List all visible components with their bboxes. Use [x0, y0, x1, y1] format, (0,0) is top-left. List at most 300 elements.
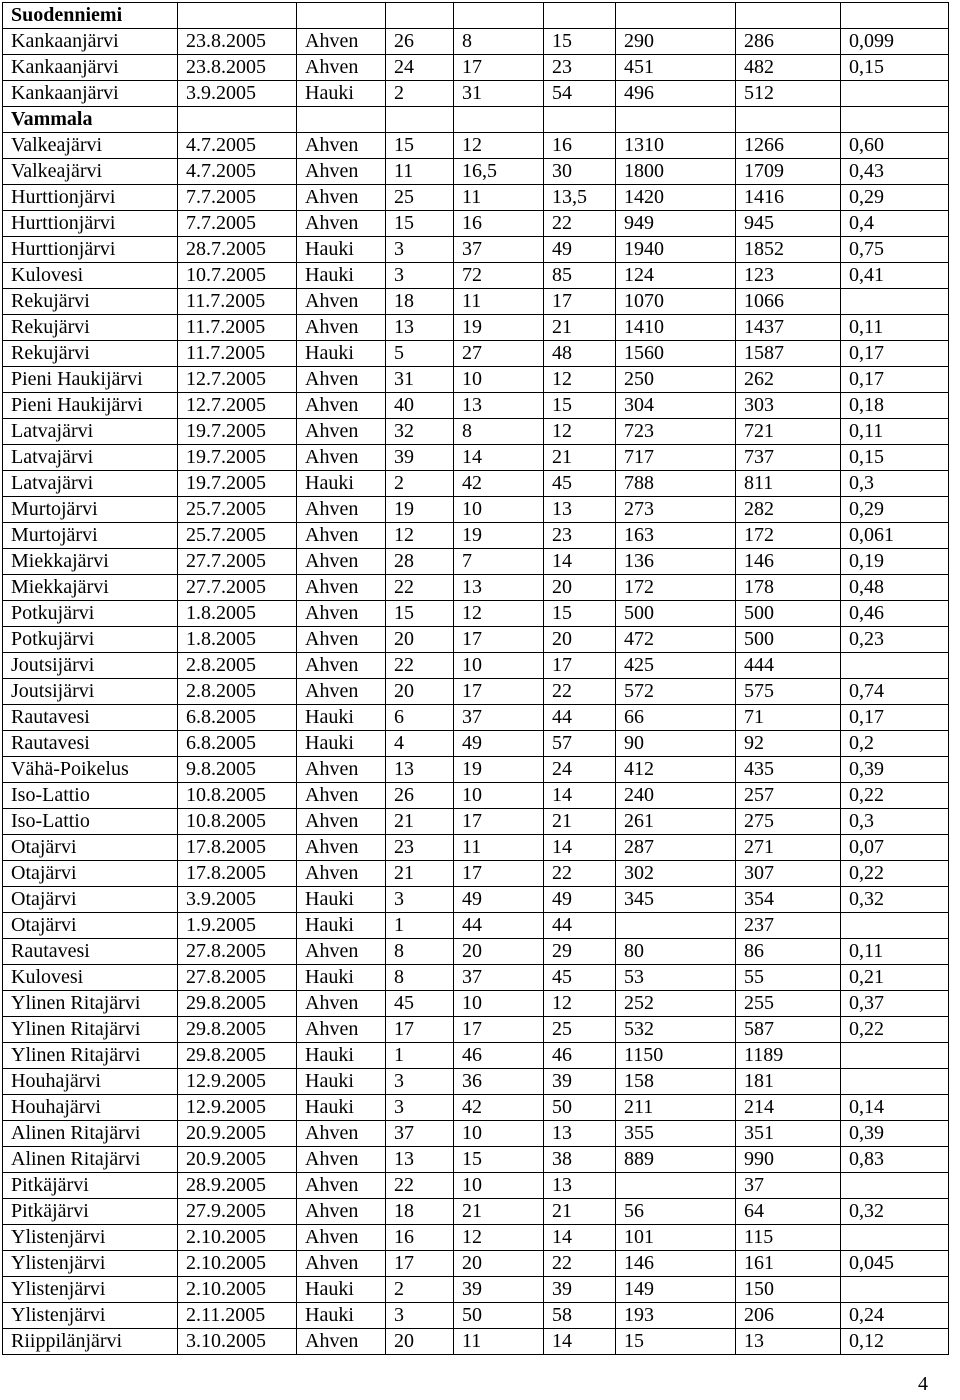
cell-lake: Kankaanjärvi: [3, 55, 178, 81]
cell-count: 20: [386, 627, 454, 653]
cell-col-8: 181: [736, 1069, 841, 1095]
cell-col-9: 0,11: [841, 315, 949, 341]
cell-max-length: 44: [544, 913, 616, 939]
cell-col-7: 496: [616, 81, 736, 107]
cell-species: Ahven: [297, 211, 386, 237]
cell-count: 23: [386, 835, 454, 861]
table-row: [3, 81, 949, 107]
cell-date: 28.9.2005: [178, 1173, 297, 1199]
cell-date: 10.7.2005: [178, 263, 297, 289]
cell-date: 19.7.2005: [178, 471, 297, 497]
cell-col-9: 0,07: [841, 835, 949, 861]
cell-max-length: 30: [544, 159, 616, 185]
cell-date: 29.8.2005: [178, 991, 297, 1017]
cell-max-length: 13: [544, 1121, 616, 1147]
cell-species: Hauki: [297, 237, 386, 263]
cell-col-9: [841, 81, 949, 107]
cell-species: Hauki: [297, 913, 386, 939]
cell-lake: Rautavesi: [3, 939, 178, 965]
cell-date: 23.8.2005: [178, 55, 297, 81]
cell-max-length: 25: [544, 1017, 616, 1043]
cell-count: 15: [386, 211, 454, 237]
cell-count: 25: [386, 185, 454, 211]
cell-col-7: 15: [616, 1329, 736, 1355]
cell-date: 29.8.2005: [178, 1017, 297, 1043]
cell-date: 1.9.2005: [178, 913, 297, 939]
cell-max-length: 21: [544, 445, 616, 471]
cell-species: Ahven: [297, 159, 386, 185]
cell-min-length: 37: [454, 965, 544, 991]
cell-min-length: 10: [454, 1173, 544, 1199]
page-number: 4: [918, 1373, 928, 1395]
cell-col-9: 0,17: [841, 341, 949, 367]
cell-count: 39: [386, 445, 454, 471]
cell-col-7: 193: [616, 1303, 736, 1329]
cell-max-length: 49: [544, 887, 616, 913]
cell-max-length: 22: [544, 211, 616, 237]
table-row: [3, 783, 949, 809]
cell-min-length: 39: [454, 1277, 544, 1303]
cell-min-length: 46: [454, 1043, 544, 1069]
cell-date: 1.8.2005: [178, 627, 297, 653]
cell-col-8: 237: [736, 913, 841, 939]
cell-count: 21: [386, 861, 454, 887]
empty-cell: [454, 107, 544, 133]
cell-count: 28: [386, 549, 454, 575]
cell-col-7: 1310: [616, 133, 736, 159]
cell-date: 9.8.2005: [178, 757, 297, 783]
cell-date: 1.8.2005: [178, 601, 297, 627]
cell-species: Ahven: [297, 601, 386, 627]
cell-species: Ahven: [297, 55, 386, 81]
cell-col-7: 90: [616, 731, 736, 757]
cell-max-length: 14: [544, 549, 616, 575]
cell-max-length: 12: [544, 419, 616, 445]
cell-col-7: 163: [616, 523, 736, 549]
cell-lake: Pieni Haukijärvi: [3, 367, 178, 393]
table-row: [3, 627, 949, 653]
table-row: [3, 705, 949, 731]
cell-lake: Valkeajärvi: [3, 159, 178, 185]
cell-min-length: 19: [454, 315, 544, 341]
cell-min-length: 37: [454, 705, 544, 731]
cell-count: 26: [386, 29, 454, 55]
cell-col-8: 92: [736, 731, 841, 757]
cell-species: Ahven: [297, 1147, 386, 1173]
cell-col-9: 0,83: [841, 1147, 949, 1173]
table-row: [3, 653, 949, 679]
cell-count: 1: [386, 1043, 454, 1069]
table-row: [3, 679, 949, 705]
cell-species: Hauki: [297, 731, 386, 757]
cell-col-8: 64: [736, 1199, 841, 1225]
cell-species: Hauki: [297, 1277, 386, 1303]
cell-date: 2.8.2005: [178, 653, 297, 679]
cell-max-length: 29: [544, 939, 616, 965]
cell-col-8: 146: [736, 549, 841, 575]
cell-col-9: 0,74: [841, 679, 949, 705]
empty-cell: [178, 3, 297, 29]
cell-lake: Iso-Lattio: [3, 809, 178, 835]
cell-col-8: 178: [736, 575, 841, 601]
cell-count: 8: [386, 939, 454, 965]
cell-col-9: [841, 1069, 949, 1095]
cell-count: 2: [386, 81, 454, 107]
cell-date: 29.8.2005: [178, 1043, 297, 1069]
cell-col-9: 0,60: [841, 133, 949, 159]
cell-count: 17: [386, 1251, 454, 1277]
cell-min-length: 8: [454, 419, 544, 445]
cell-count: 5: [386, 341, 454, 367]
cell-min-length: 21: [454, 1199, 544, 1225]
cell-max-length: 14: [544, 1329, 616, 1355]
cell-lake: Pitkäjärvi: [3, 1199, 178, 1225]
cell-lake: Latvajärvi: [3, 419, 178, 445]
cell-col-8: 1189: [736, 1043, 841, 1069]
cell-lake: Otajärvi: [3, 913, 178, 939]
cell-col-7: 500: [616, 601, 736, 627]
cell-col-8: 1852: [736, 237, 841, 263]
cell-max-length: 12: [544, 991, 616, 1017]
cell-lake: Pieni Haukijärvi: [3, 393, 178, 419]
cell-lake: Miekkajärvi: [3, 549, 178, 575]
empty-cell: [736, 3, 841, 29]
cell-col-8: 214: [736, 1095, 841, 1121]
table-row: [3, 367, 949, 393]
cell-lake: Ylinen Ritajärvi: [3, 1017, 178, 1043]
cell-species: Ahven: [297, 1329, 386, 1355]
cell-date: 12.9.2005: [178, 1069, 297, 1095]
table-row: [3, 1147, 949, 1173]
cell-col-7: 211: [616, 1095, 736, 1121]
cell-max-length: 21: [544, 1199, 616, 1225]
cell-lake: Rekujärvi: [3, 341, 178, 367]
cell-lake: Rekujärvi: [3, 315, 178, 341]
table-row: [3, 887, 949, 913]
cell-col-9: 0,045: [841, 1251, 949, 1277]
cell-count: 15: [386, 133, 454, 159]
cell-col-8: 307: [736, 861, 841, 887]
cell-lake: Hurttionjärvi: [3, 211, 178, 237]
cell-col-8: 55: [736, 965, 841, 991]
cell-col-8: 500: [736, 601, 841, 627]
cell-lake: Kankaanjärvi: [3, 29, 178, 55]
cell-lake: Valkeajärvi: [3, 133, 178, 159]
cell-max-length: 13,5: [544, 185, 616, 211]
cell-lake: Hurttionjärvi: [3, 237, 178, 263]
cell-col-9: [841, 653, 949, 679]
cell-max-length: 50: [544, 1095, 616, 1121]
table-row: [3, 1173, 949, 1199]
cell-lake: Murtojärvi: [3, 497, 178, 523]
cell-species: Hauki: [297, 341, 386, 367]
cell-col-8: 37: [736, 1173, 841, 1199]
cell-min-length: 37: [454, 237, 544, 263]
cell-col-9: 0,46: [841, 601, 949, 627]
cell-min-length: 49: [454, 887, 544, 913]
cell-lake: Houhajärvi: [3, 1095, 178, 1121]
cell-species: Ahven: [297, 861, 386, 887]
cell-col-7: 290: [616, 29, 736, 55]
cell-date: 2.11.2005: [178, 1303, 297, 1329]
cell-min-length: 11: [454, 289, 544, 315]
cell-min-length: 14: [454, 445, 544, 471]
empty-cell: [544, 107, 616, 133]
cell-lake: Kankaanjärvi: [3, 81, 178, 107]
cell-date: 3.9.2005: [178, 887, 297, 913]
cell-min-length: 12: [454, 133, 544, 159]
cell-min-length: 10: [454, 1121, 544, 1147]
cell-col-8: 275: [736, 809, 841, 835]
cell-max-length: 45: [544, 965, 616, 991]
cell-count: 37: [386, 1121, 454, 1147]
cell-lake: Otajärvi: [3, 835, 178, 861]
cell-species: Hauki: [297, 81, 386, 107]
cell-lake: Alinen Ritajärvi: [3, 1121, 178, 1147]
cell-lake: Joutsijärvi: [3, 653, 178, 679]
cell-max-length: 44: [544, 705, 616, 731]
cell-col-7: 101: [616, 1225, 736, 1251]
cell-species: Ahven: [297, 393, 386, 419]
cell-col-7: 252: [616, 991, 736, 1017]
table-row: [3, 445, 949, 471]
cell-min-length: 15: [454, 1147, 544, 1173]
cell-col-8: 257: [736, 783, 841, 809]
cell-col-9: 0,29: [841, 497, 949, 523]
cell-count: 20: [386, 1329, 454, 1355]
cell-max-length: 23: [544, 55, 616, 81]
cell-species: Ahven: [297, 185, 386, 211]
cell-date: 17.8.2005: [178, 835, 297, 861]
cell-min-length: 10: [454, 653, 544, 679]
cell-species: Ahven: [297, 549, 386, 575]
cell-lake: Kulovesi: [3, 965, 178, 991]
cell-col-7: 451: [616, 55, 736, 81]
cell-col-9: 0,22: [841, 1017, 949, 1043]
table-row: [3, 1199, 949, 1225]
cell-date: 7.7.2005: [178, 185, 297, 211]
cell-count: 6: [386, 705, 454, 731]
cell-count: 18: [386, 289, 454, 315]
cell-min-length: 16,5: [454, 159, 544, 185]
cell-col-9: 0,061: [841, 523, 949, 549]
cell-count: 3: [386, 1303, 454, 1329]
cell-species: Hauki: [297, 887, 386, 913]
cell-col-7: 1070: [616, 289, 736, 315]
cell-col-7: 472: [616, 627, 736, 653]
cell-species: Ahven: [297, 1225, 386, 1251]
cell-count: 22: [386, 1173, 454, 1199]
table-row: [3, 1225, 949, 1251]
cell-count: 3: [386, 263, 454, 289]
cell-max-length: 46: [544, 1043, 616, 1069]
cell-max-length: 54: [544, 81, 616, 107]
cell-lake: Miekkajärvi: [3, 575, 178, 601]
cell-lake: Rekujärvi: [3, 289, 178, 315]
cell-species: Ahven: [297, 445, 386, 471]
cell-col-7: 788: [616, 471, 736, 497]
cell-col-8: 262: [736, 367, 841, 393]
cell-col-8: 71: [736, 705, 841, 731]
cell-col-9: 0,15: [841, 55, 949, 81]
empty-cell: [297, 3, 386, 29]
cell-lake: Iso-Lattio: [3, 783, 178, 809]
cell-count: 4: [386, 731, 454, 757]
section-header-row: [3, 107, 949, 133]
cell-col-9: 0,15: [841, 445, 949, 471]
cell-max-length: 45: [544, 471, 616, 497]
empty-cell: [616, 3, 736, 29]
cell-min-length: 44: [454, 913, 544, 939]
cell-max-length: 38: [544, 1147, 616, 1173]
cell-col-8: 500: [736, 627, 841, 653]
data-table: [2, 2, 949, 1355]
cell-col-8: 811: [736, 471, 841, 497]
cell-max-length: 48: [544, 341, 616, 367]
cell-col-8: 945: [736, 211, 841, 237]
cell-col-9: 0,11: [841, 939, 949, 965]
cell-col-7: 1800: [616, 159, 736, 185]
table-row: [3, 757, 949, 783]
cell-col-8: 13: [736, 1329, 841, 1355]
cell-col-8: 1416: [736, 185, 841, 211]
table-row: [3, 1251, 949, 1277]
cell-col-9: 0,43: [841, 159, 949, 185]
cell-count: 24: [386, 55, 454, 81]
empty-cell: [841, 3, 949, 29]
cell-max-length: 49: [544, 237, 616, 263]
cell-date: 3.10.2005: [178, 1329, 297, 1355]
cell-max-length: 21: [544, 809, 616, 835]
cell-col-9: 0,4: [841, 211, 949, 237]
cell-min-length: 12: [454, 601, 544, 627]
table-row: [3, 991, 949, 1017]
cell-date: 27.7.2005: [178, 575, 297, 601]
cell-col-8: 255: [736, 991, 841, 1017]
cell-col-8: 115: [736, 1225, 841, 1251]
table-row: [3, 861, 949, 887]
cell-species: Ahven: [297, 289, 386, 315]
cell-col-9: 0,22: [841, 861, 949, 887]
cell-col-7: 302: [616, 861, 736, 887]
cell-species: Ahven: [297, 497, 386, 523]
cell-lake: Ylistenjärvi: [3, 1303, 178, 1329]
table-row: [3, 965, 949, 991]
cell-col-7: 136: [616, 549, 736, 575]
cell-min-length: 50: [454, 1303, 544, 1329]
cell-count: 3: [386, 237, 454, 263]
cell-date: 12.7.2005: [178, 393, 297, 419]
cell-col-8: 282: [736, 497, 841, 523]
cell-count: 19: [386, 497, 454, 523]
cell-min-length: 31: [454, 81, 544, 107]
section-header: Vammala: [3, 107, 178, 133]
cell-count: 11: [386, 159, 454, 185]
cell-date: 20.9.2005: [178, 1121, 297, 1147]
cell-col-9: [841, 1277, 949, 1303]
cell-lake: Alinen Ritajärvi: [3, 1147, 178, 1173]
cell-count: 31: [386, 367, 454, 393]
cell-lake: Ylistenjärvi: [3, 1277, 178, 1303]
cell-count: 16: [386, 1225, 454, 1251]
cell-min-length: 13: [454, 575, 544, 601]
cell-max-length: 15: [544, 29, 616, 55]
cell-date: 27.9.2005: [178, 1199, 297, 1225]
cell-species: Ahven: [297, 575, 386, 601]
cell-col-9: 0,23: [841, 627, 949, 653]
table-row: [3, 315, 949, 341]
cell-min-length: 20: [454, 1251, 544, 1277]
cell-col-7: 889: [616, 1147, 736, 1173]
cell-date: 11.7.2005: [178, 341, 297, 367]
cell-min-length: 20: [454, 939, 544, 965]
cell-species: Ahven: [297, 1017, 386, 1043]
cell-max-length: 24: [544, 757, 616, 783]
cell-species: Hauki: [297, 965, 386, 991]
cell-min-length: 17: [454, 861, 544, 887]
cell-col-9: [841, 1173, 949, 1199]
cell-col-8: 354: [736, 887, 841, 913]
cell-count: 2: [386, 1277, 454, 1303]
cell-species: Ahven: [297, 627, 386, 653]
cell-min-length: 17: [454, 679, 544, 705]
cell-min-length: 10: [454, 367, 544, 393]
cell-col-9: [841, 1043, 949, 1069]
cell-date: 12.9.2005: [178, 1095, 297, 1121]
empty-cell: [454, 3, 544, 29]
cell-col-7: 80: [616, 939, 736, 965]
cell-col-7: 261: [616, 809, 736, 835]
cell-min-length: 8: [454, 29, 544, 55]
cell-col-7: 1410: [616, 315, 736, 341]
cell-date: 2.10.2005: [178, 1225, 297, 1251]
cell-min-length: 11: [454, 1329, 544, 1355]
cell-col-9: 0,22: [841, 783, 949, 809]
cell-min-length: 12: [454, 1225, 544, 1251]
cell-col-9: 0,18: [841, 393, 949, 419]
section-header-row: [3, 3, 949, 29]
cell-species: Hauki: [297, 263, 386, 289]
cell-col-9: [841, 289, 949, 315]
cell-col-9: 0,3: [841, 471, 949, 497]
cell-lake: Rautavesi: [3, 731, 178, 757]
table-row: [3, 55, 949, 81]
cell-lake: Pitkäjärvi: [3, 1173, 178, 1199]
section-header: Suodenniemi: [3, 3, 178, 29]
cell-col-7: 172: [616, 575, 736, 601]
cell-min-length: 17: [454, 809, 544, 835]
cell-date: 27.7.2005: [178, 549, 297, 575]
cell-date: 4.7.2005: [178, 159, 297, 185]
cell-min-length: 17: [454, 55, 544, 81]
cell-col-8: 1437: [736, 315, 841, 341]
table-row: [3, 1303, 949, 1329]
cell-species: Hauki: [297, 1043, 386, 1069]
table-row: [3, 289, 949, 315]
cell-col-7: 66: [616, 705, 736, 731]
cell-count: 21: [386, 809, 454, 835]
cell-col-7: 149: [616, 1277, 736, 1303]
cell-col-8: 990: [736, 1147, 841, 1173]
cell-species: Ahven: [297, 939, 386, 965]
cell-count: 40: [386, 393, 454, 419]
table-row: [3, 341, 949, 367]
cell-min-length: 19: [454, 523, 544, 549]
cell-lake: Latvajärvi: [3, 471, 178, 497]
cell-min-length: 17: [454, 627, 544, 653]
cell-species: Ahven: [297, 133, 386, 159]
cell-col-8: 444: [736, 653, 841, 679]
